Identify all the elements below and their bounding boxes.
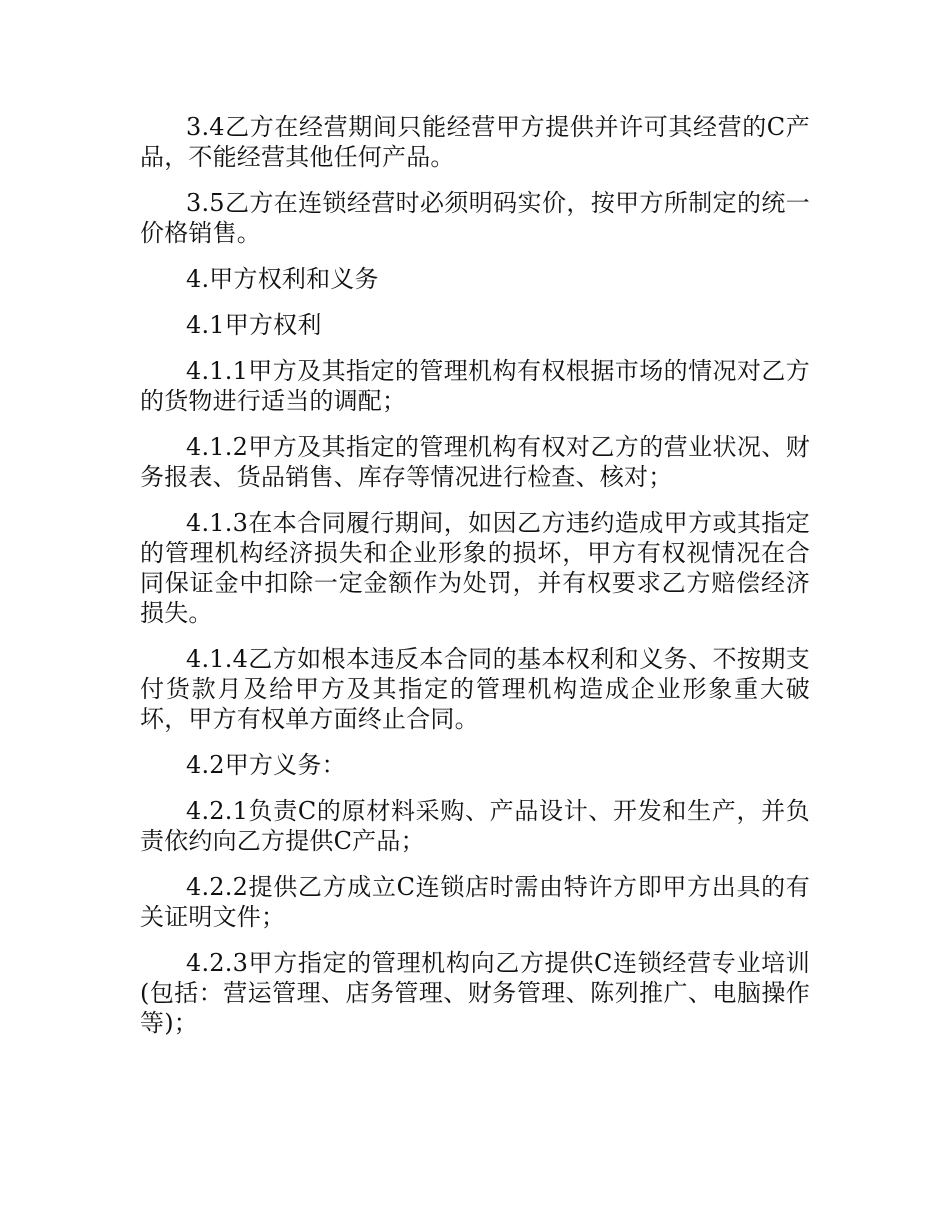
clause-4-2-3: 4.2.3甲方指定的管理机构向乙方提供C连锁经营专业培训(包括：营运管理、店务管理、财务管理、陈列推广、电脑操作等)； <box>140 949 810 1037</box>
clause-4-2-1: 4.2.1负责C的原材料采购、产品设计、开发和生产，并负责依约向乙方提供C产品； <box>140 797 810 855</box>
section-4-2-heading: 4.2甲方义务： <box>186 751 346 779</box>
clause-4-1-1: 4.1.1甲方及其指定的管理机构有权根据市场的情况对乙方的货物进行适当的调配； <box>140 357 810 415</box>
clause-4-2-2: 4.2.2提供乙方成立C连锁店时需由特许方即甲方出具的有关证明文件； <box>140 873 810 931</box>
clause-4-1-3: 4.1.3在本合同履行期间，如因乙方违约造成甲方或其指定的管理机构经济损失和企业形象的损坏，甲方有权视情况在合同保证金中扣除一定金额作为处罚，并有权要求乙方赔偿经济损失。 <box>140 509 810 627</box>
clause-3-5: 3.5乙方在连锁经营时必须明码实价，按甲方所制定的统一价格销售。 <box>140 189 810 247</box>
section-4-1-heading: 4.1甲方权利 <box>186 311 322 339</box>
section-4-heading: 4.甲方权利和义务 <box>186 265 379 293</box>
clause-3-4: 3.4乙方在经营期间只能经营甲方提供并许可其经营的C产品，不能经营其他任何产品。 <box>140 113 810 171</box>
clause-4-1-2: 4.1.2甲方及其指定的管理机构有权对乙方的营业状况、财务报表、货品销售、库存等情况进行检查、核对； <box>140 433 810 491</box>
clause-4-1-4: 4.1.4乙方如根本违反本合同的基本权利和义务、不按期支付货款月及给甲方及其指定的管理机构造成企业形象重大破坏，甲方有权单方面终止合同。 <box>140 645 810 733</box>
